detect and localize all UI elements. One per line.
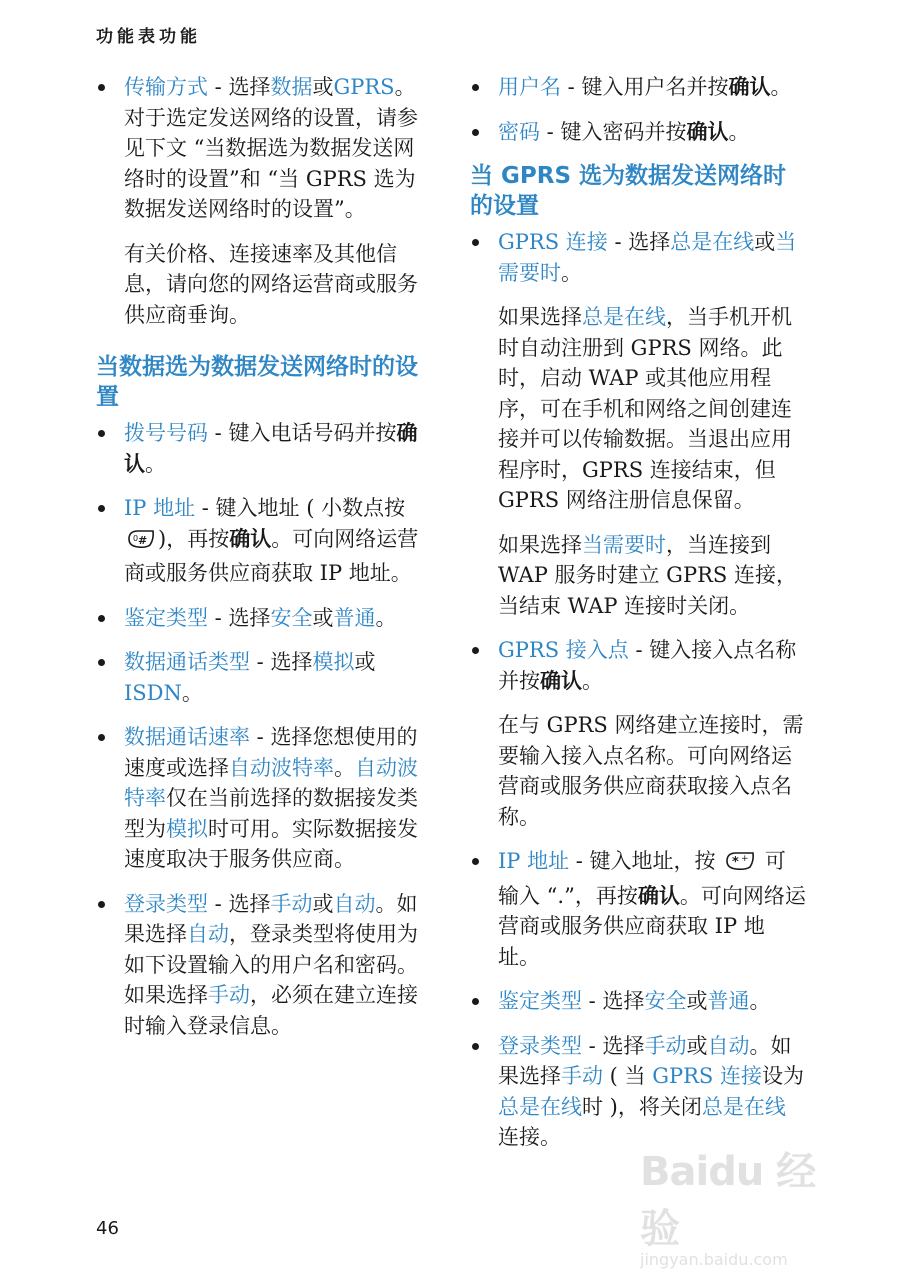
option-value: 自动 xyxy=(707,1033,750,1058)
bullet xyxy=(472,647,479,654)
option-value: 自动 xyxy=(333,891,376,916)
item-text xyxy=(498,1031,806,1153)
option-value: 自动波特率 xyxy=(124,755,418,810)
option-value: 自动波特率 xyxy=(229,755,334,780)
option-label: 登录类型 xyxy=(498,1033,582,1058)
option-label: 数据通话类型 xyxy=(124,650,250,674)
text: 。 xyxy=(145,451,166,476)
text: 或 xyxy=(312,75,334,99)
text: - 选择 xyxy=(208,605,271,630)
list-item-gprs-access-point xyxy=(470,635,806,832)
option-value: 总是在线 xyxy=(670,230,755,254)
key-word: 确认 xyxy=(728,74,771,99)
option-value: 手动 xyxy=(270,891,313,916)
list-item-ip-address xyxy=(96,493,434,589)
item-note: 在与 GPRS 网络建立连接时，需要输入接入点名称。可向网络运营商或服务供应商获取接入点名称。 xyxy=(498,713,804,829)
text: 。对于选定发送网络的设置，请参见下文 “当数据选为数据发送网络时的设置”和 “当 GPRS 选为数据发送网络时的设置”。 xyxy=(124,75,418,221)
item-text xyxy=(124,493,434,589)
text: 。 xyxy=(728,119,750,144)
option-value: 模拟 xyxy=(312,650,355,674)
item-text xyxy=(124,418,434,479)
text: 。 xyxy=(561,260,582,285)
option-value: 普通 xyxy=(333,605,376,630)
key-word: 确认 xyxy=(686,118,729,144)
item-text xyxy=(124,603,434,634)
item-note xyxy=(498,530,806,622)
key-word: 确认 xyxy=(229,525,272,551)
option-label: 拨号号码 xyxy=(124,421,208,445)
text: 。如果选择 xyxy=(124,891,418,946)
text: - 选择 xyxy=(582,989,645,1013)
bullet xyxy=(98,901,105,908)
right-column xyxy=(470,72,806,1167)
text: 设为 xyxy=(762,1064,804,1088)
item-note xyxy=(498,302,806,516)
option-label: IP 地址 xyxy=(124,496,196,520)
text: 仅在当前选择的数据接发类型为 xyxy=(124,786,418,841)
text: 。可向网络运营商或服务供应商获取 IP 地址。 xyxy=(498,883,806,969)
list-item-data-call-type xyxy=(96,647,434,708)
watermark-url: jingyan.baidu.com xyxy=(640,1250,788,1269)
text: 时可用。实际数据接发速度取决于服务供应商。 xyxy=(124,816,418,871)
svg-text:*: * xyxy=(732,855,740,870)
text: 或 xyxy=(354,650,376,674)
text: ，必须在建立连接时输入登录信息。 xyxy=(124,983,418,1038)
item-text xyxy=(498,227,806,288)
option-value: 安全 xyxy=(270,605,313,630)
svg-text:+: + xyxy=(741,854,749,864)
text: 。 xyxy=(582,668,603,693)
text: 。 xyxy=(181,680,203,705)
option-value: 手动 xyxy=(208,983,250,1007)
option-value: GPRS xyxy=(333,75,395,99)
text: - 键入密码并按 xyxy=(540,119,687,144)
option-value: 模拟 xyxy=(166,816,208,841)
option-value: 总是在线 xyxy=(498,1094,582,1119)
section-heading-gprs: 当 GPRS 选为数据发送网络时的设置 xyxy=(470,163,787,219)
text: - 键入地址 ( 小数点按 xyxy=(195,496,406,520)
text: 或 xyxy=(312,605,334,630)
bullet xyxy=(472,129,479,136)
bullet xyxy=(472,858,479,865)
option-label: IP 地址 xyxy=(498,849,570,873)
option-value: 手动 xyxy=(644,1033,687,1058)
item-text xyxy=(124,72,434,225)
option-label: 鉴定类型 xyxy=(124,605,208,630)
text: 时 )，将关闭 xyxy=(582,1094,702,1119)
bullet xyxy=(98,659,105,666)
bullet xyxy=(472,239,479,246)
text: - 选择 xyxy=(208,75,271,99)
key-word: 确认 xyxy=(124,420,418,476)
option-label: GPRS 连接 xyxy=(498,230,608,254)
option-value: 总是在线 xyxy=(701,1094,786,1119)
item-note: 有关价格、连接速率及其他信息，请向您的网络运营商或服务供应商垂询。 xyxy=(124,241,418,327)
option-value: 当需要时 xyxy=(498,230,797,285)
text: - 选择 xyxy=(250,650,313,674)
text: 。 xyxy=(770,75,792,99)
text: ( 当 xyxy=(603,1064,653,1088)
text: - 键入电话号码并按 xyxy=(208,421,397,445)
list-item-dial-number xyxy=(96,418,434,479)
item-text xyxy=(498,117,806,148)
option-label: 登录类型 xyxy=(124,891,208,916)
list-item-login-type-gprs xyxy=(470,1031,806,1153)
watermark-logo: Baidu 经验 xyxy=(640,1149,816,1252)
text: - 选择 xyxy=(582,1033,645,1058)
option-value: 数据 xyxy=(270,75,313,99)
list-item-data-call-speed xyxy=(96,722,434,875)
text: 如果选择 xyxy=(498,532,582,557)
text: 或 xyxy=(754,230,776,254)
page-number: 46 xyxy=(96,1218,119,1239)
option-value: 普通 xyxy=(707,989,750,1013)
option-value: 安全 xyxy=(644,989,687,1013)
text: 连接。 xyxy=(498,1125,561,1149)
bullet xyxy=(98,734,105,741)
text: 如果选择 xyxy=(498,305,582,329)
text: 或 xyxy=(312,891,334,916)
item-text xyxy=(124,722,434,875)
list-item-username xyxy=(470,72,806,103)
bullet xyxy=(472,84,479,91)
bullet xyxy=(98,615,105,622)
text: 。 xyxy=(749,989,771,1013)
list-item-transfer-mode xyxy=(96,72,434,330)
list-item-gprs-connection xyxy=(470,227,806,621)
option-value: GPRS 连接 xyxy=(652,1064,762,1088)
bullet xyxy=(472,1043,479,1050)
text: 。如果选择 xyxy=(498,1033,792,1088)
option-value: 自动 xyxy=(187,922,229,946)
key-word: 确认 xyxy=(540,667,582,693)
list-item-auth-type xyxy=(96,603,434,634)
bullet xyxy=(98,84,105,91)
item-text xyxy=(124,889,434,1042)
item-text xyxy=(124,647,434,708)
svg-text:0: 0 xyxy=(133,533,139,543)
star-key-icon xyxy=(724,850,756,881)
option-value: 总是在线 xyxy=(582,305,666,329)
item-text xyxy=(498,846,806,972)
text: - 键入用户名并按 xyxy=(561,75,729,99)
svg-text:#: # xyxy=(138,533,148,547)
text: ，当连接到 WAP 服务时建立 GPRS 连接，当结束 WAP 连接时关闭。 xyxy=(498,532,797,618)
item-text xyxy=(498,986,806,1017)
text: - 选择 xyxy=(208,891,271,916)
option-value: ISDN xyxy=(124,680,182,705)
text: - 选择 xyxy=(607,230,671,254)
option-value: 手动 xyxy=(561,1064,603,1088)
text: 。 xyxy=(375,605,397,630)
option-label: 用户名 xyxy=(498,75,561,99)
text: 。可向网络运营商或服务供应商获取 IP 地址。 xyxy=(124,526,419,585)
text: )，再按 xyxy=(158,526,230,551)
text: 可输入 “.”，再按 xyxy=(498,849,786,908)
text: - 键入接入点名称并按 xyxy=(498,638,797,693)
item-text xyxy=(498,635,806,696)
text: ，登录类型将使用为如下设置输入的用户名和密码。如果选择 xyxy=(124,922,418,1007)
list-item-login-type xyxy=(96,889,434,1042)
text: ，当手机开机时自动注册到 GPRS 网络。此时，启动 WAP 或其他应用程序，可在手机和网络之间创建连接并可以传输数据。当退出应用程序时，GPRS 连接结束，但 GPRS 网络注册信息保留。 xyxy=(498,305,792,512)
list-item-auth-type-gprs xyxy=(470,986,806,1017)
key-word: 确认 xyxy=(637,882,680,908)
option-label: 密码 xyxy=(498,119,540,144)
option-label: 鉴定类型 xyxy=(498,989,582,1013)
text: 。 xyxy=(334,755,355,780)
list-item-ip-address-gprs xyxy=(470,846,806,972)
bullet xyxy=(98,430,105,437)
page-header: 功能表功能 xyxy=(96,27,201,47)
option-value: 当需要时 xyxy=(582,532,666,557)
bullet xyxy=(98,505,105,512)
section-heading-data: 当数据选为数据发送网络时的设置 xyxy=(96,354,418,410)
option-label: 传输方式 xyxy=(124,75,208,99)
item-text xyxy=(498,72,806,103)
text: 或 xyxy=(686,1033,708,1058)
bullet xyxy=(472,998,479,1005)
text: - 键入地址，按 xyxy=(569,849,723,873)
text: - 选择您想使用的速度或选择 xyxy=(124,725,418,780)
text: 或 xyxy=(686,989,708,1013)
left-column xyxy=(96,72,434,1055)
option-label: 数据通话速率 xyxy=(124,725,250,749)
hash-key-icon xyxy=(126,528,156,559)
list-item-password xyxy=(470,117,806,148)
option-label: GPRS 接入点 xyxy=(498,638,629,662)
